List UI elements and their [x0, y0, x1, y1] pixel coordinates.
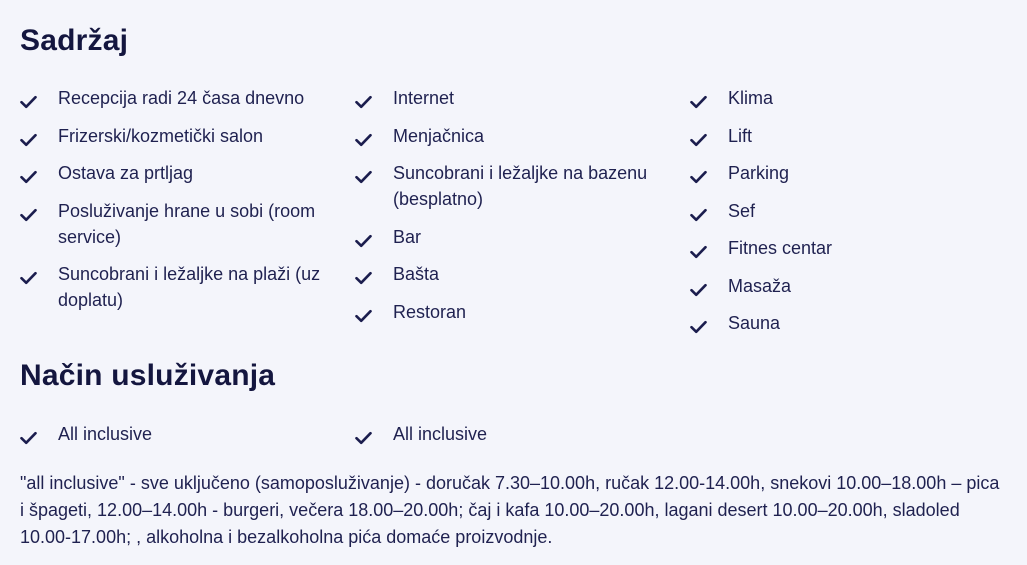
check-icon [690, 273, 728, 299]
amenity-item-label: Posluživanje hrane u sobi (room service) [58, 200, 316, 247]
check-icon [355, 224, 393, 250]
check-icon [690, 85, 728, 111]
check-icon [355, 261, 393, 287]
check-icon [20, 261, 58, 287]
service-item-label: All inclusive [58, 424, 153, 444]
amenity-item-label: Suncobrani i ležaljke na bazenu (besplatno) [393, 163, 648, 209]
amenity-item [20, 123, 355, 149]
amenity-item [355, 160, 690, 212]
service-column-1 [20, 421, 355, 459]
amenity-item [355, 261, 690, 287]
amenity-item-label: Fitnes centar [728, 238, 833, 258]
amenity-item [690, 85, 1025, 111]
amenity-item-label: Ostava za prtljag [58, 163, 194, 183]
amenities-list [20, 85, 1010, 348]
check-icon [690, 235, 728, 261]
check-icon [355, 160, 393, 186]
amenity-item-label: Recepcija radi 24 časa dnevno [58, 88, 305, 108]
amenity-item [355, 299, 690, 325]
check-icon [20, 123, 58, 149]
check-icon [355, 85, 393, 111]
service-item [355, 421, 690, 447]
amenity-item-label: Menjačnica [393, 125, 485, 146]
amenities-column-3 [690, 85, 1025, 348]
amenity-item-label: Bar [393, 226, 422, 247]
amenity-item [355, 224, 690, 250]
check-icon [20, 85, 58, 111]
check-icon [690, 310, 728, 336]
check-icon [20, 160, 58, 186]
amenity-item [355, 123, 690, 149]
amenity-item [690, 198, 1025, 224]
amenity-item [690, 235, 1025, 261]
service-column-2 [355, 421, 690, 459]
check-icon [355, 299, 393, 325]
amenity-item [690, 123, 1025, 149]
amenity-item-label: Parking [728, 163, 790, 183]
amenity-item-label: Sauna [728, 313, 781, 333]
check-icon [355, 421, 393, 447]
amenity-item-label: Suncobrani i ležaljke na plaži (uz doplatu) [58, 264, 321, 310]
amenities-column-2 [355, 85, 690, 348]
amenity-item-label: Frizerski/kozmetički salon [58, 125, 264, 146]
service-item-label: All inclusive [393, 424, 488, 444]
amenity-item [20, 160, 355, 186]
amenity-item-label: Lift [728, 125, 753, 146]
amenities-heading: Sadržaj [20, 24, 129, 57]
check-icon [20, 421, 58, 447]
check-icon [355, 123, 393, 149]
service-description: "all inclusive" - sve uključeno (samoposluživanje) - doručak 7.30–10.00h, ručak 12.00-14.00h, snekovi 10.00–18.00h – pica i špageti, 12.00–14.00h - burgeri, večera 18.00–20.00h; čaj i kafa 10.00–20.00h, lagani desert 10.00–20.00h, sladoled 10.00-17.00h; , alkoholna i bezalkoholna pića domaće proizvodnje. [20, 473, 1000, 547]
service-item [20, 421, 355, 447]
amenity-item-label: Internet [393, 88, 455, 108]
service-type-list [20, 421, 1010, 459]
amenity-item [690, 310, 1025, 336]
amenity-item [690, 160, 1025, 186]
amenity-item [355, 85, 690, 111]
amenity-item-label: Bašta [393, 264, 440, 284]
amenity-item [20, 198, 355, 250]
check-icon [690, 198, 728, 224]
amenity-item-label: Masaža [728, 275, 792, 296]
amenity-item [20, 261, 355, 313]
amenity-item [20, 85, 355, 111]
amenity-item [690, 273, 1025, 299]
service-type-heading: Način usluživanja [20, 359, 276, 392]
amenities-column-1 [20, 85, 355, 348]
amenity-item-label: Restoran [393, 301, 467, 322]
amenity-item-label: Klima [728, 88, 774, 108]
amenity-item-label: Sef [728, 200, 756, 221]
check-icon [20, 198, 58, 224]
check-icon [690, 160, 728, 186]
check-icon [690, 123, 728, 149]
